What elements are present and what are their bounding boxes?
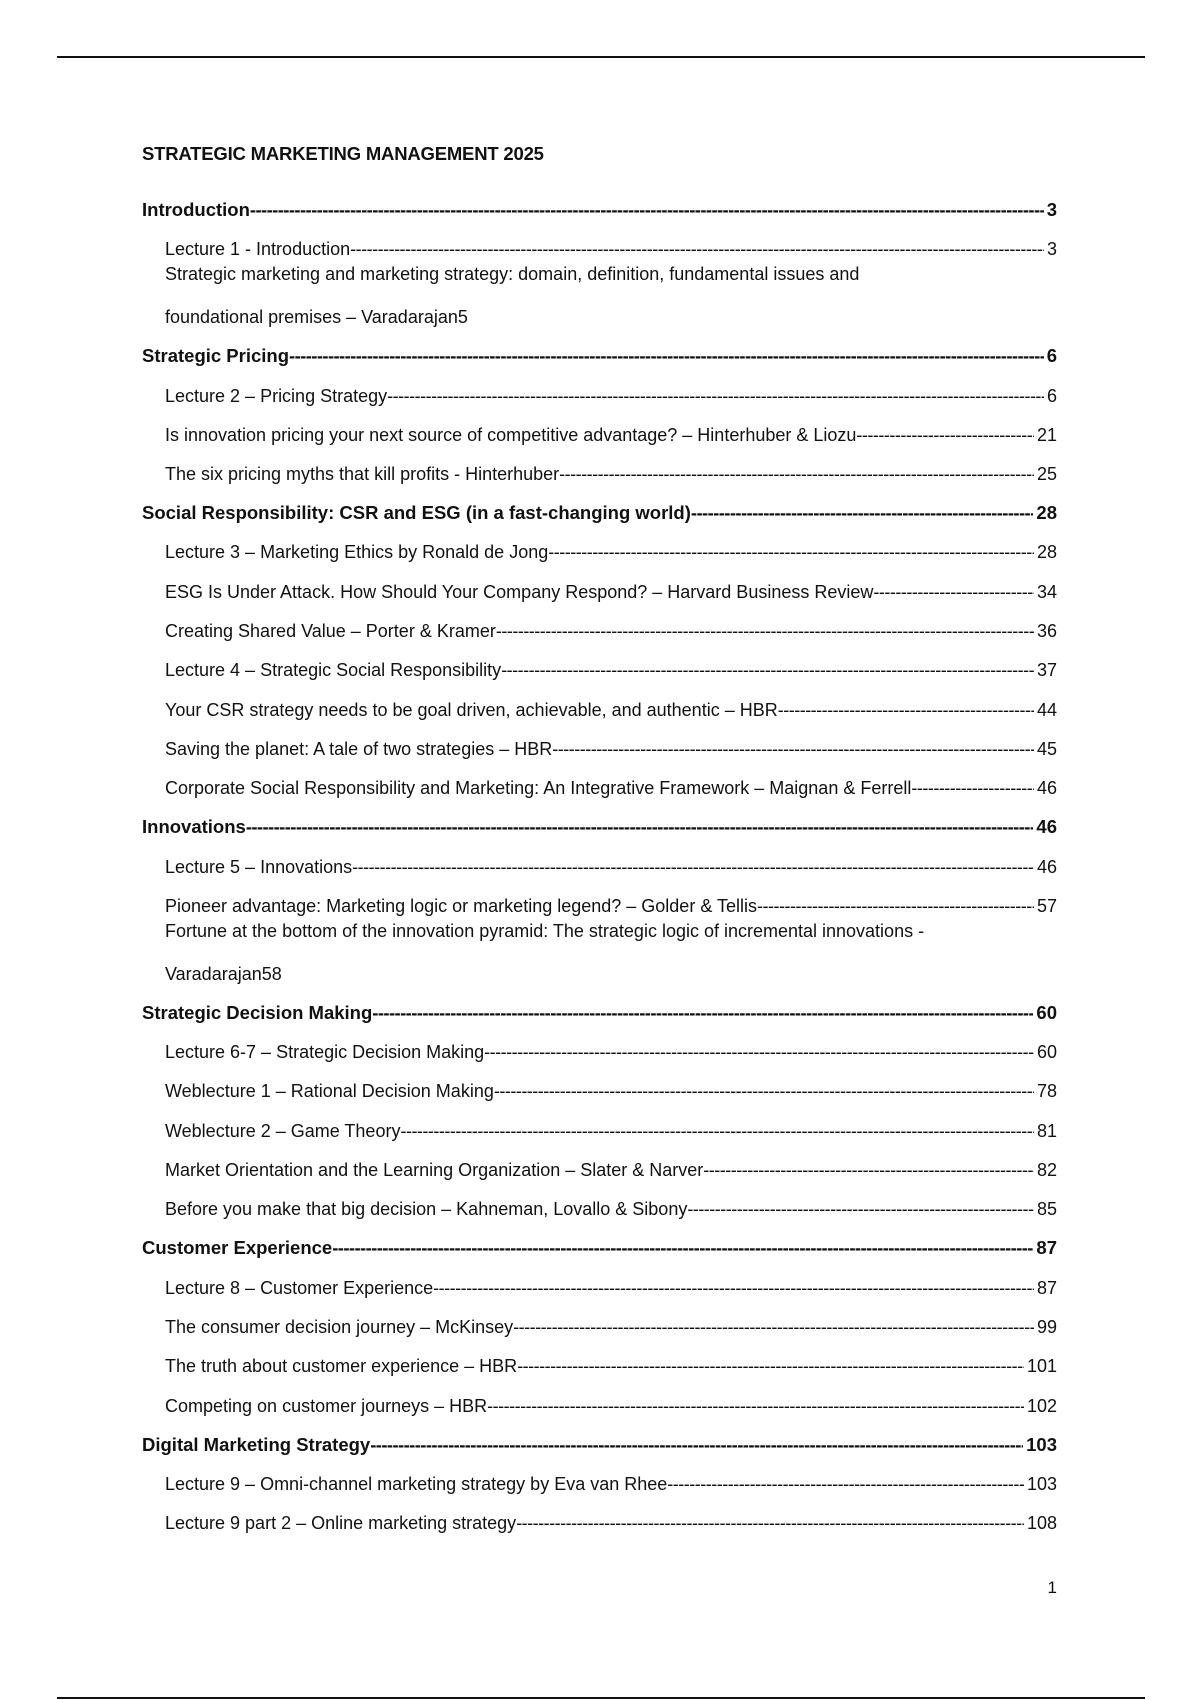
dot-leader xyxy=(667,1473,1024,1495)
item-title: Saving the planet: A tale of two strategies – HBR xyxy=(165,738,553,759)
item-title-line1: Fortune at the bottom of the innovation pyramid: The strategic logic of incremental innovations - xyxy=(165,920,925,941)
item-title: Before you make that big decision – Kahneman, Lovallo & Sibony xyxy=(165,1199,688,1220)
toc-item[interactable] xyxy=(142,1142,1057,1181)
item-page: 78 xyxy=(1036,1081,1057,1102)
section-title: Social Responsibility: CSR and ESG (in a fast-changing world) xyxy=(142,502,691,524)
item-page: 45 xyxy=(1036,738,1057,759)
toc-item[interactable] xyxy=(142,1338,1057,1377)
item-page: 81 xyxy=(1036,1120,1057,1141)
item-page: 103 xyxy=(1026,1473,1057,1494)
dot-leader xyxy=(289,345,1044,367)
section-page: 103 xyxy=(1026,1433,1057,1455)
dot-leader xyxy=(400,1120,1034,1142)
toc-item[interactable] xyxy=(142,1495,1057,1534)
dot-leader xyxy=(873,581,1034,603)
item-title: Competing on customer journeys – HBR xyxy=(165,1395,488,1416)
dot-leader xyxy=(387,385,1044,407)
item-title: The truth about customer experience – HBR xyxy=(165,1356,518,1377)
footer-rule xyxy=(57,1697,1145,1699)
item-page: 6 xyxy=(1046,385,1057,406)
item-title-line2: foundational premises – Varadarajan xyxy=(165,307,458,328)
toc-item[interactable] xyxy=(142,367,1057,406)
dot-leader xyxy=(501,659,1034,681)
item-page: 82 xyxy=(1036,1160,1057,1181)
item-page: 34 xyxy=(1036,581,1057,602)
item-page: 46 xyxy=(1036,856,1057,877)
dot-leader xyxy=(246,816,1034,838)
table-of-contents xyxy=(142,143,1057,1534)
toc-item[interactable] xyxy=(142,760,1057,799)
toc-item[interactable] xyxy=(142,603,1057,642)
item-title: Lecture 9 – Omni-channel marketing strategy by Eva van Rhee xyxy=(165,1473,668,1494)
item-page: 57 xyxy=(1036,895,1057,916)
toc-item[interactable] xyxy=(142,642,1057,681)
item-page: 21 xyxy=(1036,424,1057,445)
item-page: 36 xyxy=(1036,621,1057,642)
dot-leader xyxy=(332,1237,1033,1259)
item-title: Weblecture 1 – Rational Decision Making xyxy=(165,1081,494,1102)
item-page: 99 xyxy=(1036,1316,1057,1337)
toc-item[interactable] xyxy=(142,446,1057,485)
dot-leader xyxy=(433,1277,1034,1299)
toc-item[interactable] xyxy=(142,1024,1057,1063)
document-title: STRATEGIC MARKETING MANAGEMENT 2025 xyxy=(142,143,544,164)
toc-item[interactable] xyxy=(142,524,1057,563)
item-title-line1: Strategic marketing and marketing strategy: domain, definition, fundamental issues and xyxy=(165,264,860,285)
item-title: ESG Is Under Attack. How Should Your Company Respond? – Harvard Business Review xyxy=(165,581,874,602)
dot-leader xyxy=(687,1198,1034,1220)
item-title: Lecture 5 – Innovations xyxy=(165,856,353,877)
toc-section-strategic-pricing[interactable] xyxy=(142,328,1057,367)
section-page: 87 xyxy=(1036,1237,1057,1259)
item-page: 85 xyxy=(1036,1199,1057,1220)
dot-leader xyxy=(691,502,1034,524)
dot-leader xyxy=(911,777,1034,799)
section-title: Strategic Pricing xyxy=(142,345,290,367)
item-page: 3 xyxy=(1046,239,1057,260)
item-page: 101 xyxy=(1026,1356,1057,1377)
item-page: 46 xyxy=(1036,778,1057,799)
toc-item[interactable] xyxy=(142,1102,1057,1141)
dot-leader xyxy=(372,1002,1033,1024)
section-page: 46 xyxy=(1036,816,1057,838)
item-title: Weblecture 2 – Game Theory xyxy=(165,1120,401,1141)
item-title: Corporate Social Responsibility and Marketing: An Integrative Framework – Maignan & Ferrell xyxy=(165,778,912,799)
item-page: 28 xyxy=(1036,542,1057,563)
toc-item[interactable] xyxy=(142,407,1057,446)
item-page: 60 xyxy=(1036,1042,1057,1063)
dot-leader xyxy=(350,238,1044,260)
dot-leader xyxy=(250,199,1044,221)
dot-leader xyxy=(559,463,1034,485)
item-page: 102 xyxy=(1026,1395,1057,1416)
dot-leader xyxy=(352,856,1034,878)
toc-item[interactable] xyxy=(142,1456,1057,1495)
dot-leader xyxy=(487,1395,1024,1417)
dot-leader xyxy=(757,895,1034,917)
dot-leader xyxy=(856,424,1034,446)
item-title: Lecture 6-7 – Strategic Decision Making xyxy=(165,1042,485,1063)
item-title-line2: Varadarajan xyxy=(165,963,262,984)
section-title: Innovations xyxy=(142,816,246,838)
toc-item[interactable] xyxy=(142,1063,1057,1102)
dot-leader xyxy=(552,738,1034,760)
item-title: Is innovation pricing your next source of competitive advantage? – Hinterhuber & Liozu xyxy=(165,424,857,445)
toc-section-customer-experience[interactable] xyxy=(142,1220,1057,1259)
item-title: Lecture 3 – Marketing Ethics by Ronald de Jong xyxy=(165,542,549,563)
item-title: Pioneer advantage: Marketing logic or marketing legend? – Golder & Tellis xyxy=(165,895,758,916)
item-title: Creating Shared Value – Porter & Kramer xyxy=(165,621,496,642)
toc-item[interactable] xyxy=(142,221,1057,260)
dot-leader xyxy=(496,620,1034,642)
section-title: Introduction xyxy=(142,199,250,220)
item-title: Lecture 9 part 2 – Online marketing strategy xyxy=(165,1513,517,1534)
dot-leader xyxy=(513,1316,1034,1338)
item-page: 108 xyxy=(1026,1513,1057,1534)
dot-leader xyxy=(517,1355,1024,1377)
section-page: 3 xyxy=(1046,199,1057,220)
item-title: Lecture 8 – Customer Experience xyxy=(165,1277,434,1298)
toc-item[interactable] xyxy=(142,260,1057,328)
section-title: Digital Marketing Strategy xyxy=(142,1433,371,1455)
item-title: The consumer decision journey – McKinsey xyxy=(165,1316,514,1337)
item-page: 58 xyxy=(261,963,282,984)
item-page: 37 xyxy=(1036,660,1057,681)
item-title: The six pricing myths that kill profits - Hinterhuber xyxy=(165,464,560,485)
page-number: 1 xyxy=(1047,1578,1057,1597)
dot-leader xyxy=(484,1041,1034,1063)
dot-leader xyxy=(548,541,1034,563)
toc-item[interactable] xyxy=(142,1377,1057,1416)
toc-item[interactable] xyxy=(142,721,1057,760)
toc-item[interactable] xyxy=(142,1181,1057,1220)
item-page: 87 xyxy=(1036,1277,1057,1298)
toc-item[interactable] xyxy=(142,878,1057,917)
header-rule xyxy=(57,56,1145,58)
section-page: 6 xyxy=(1046,345,1057,367)
item-title: Lecture 4 – Strategic Social Responsibility xyxy=(165,660,502,681)
toc-item[interactable] xyxy=(142,681,1057,720)
item-title: Lecture 2 – Pricing Strategy xyxy=(165,385,388,406)
toc-item[interactable] xyxy=(142,917,1057,985)
section-page: 28 xyxy=(1036,502,1057,524)
dot-leader xyxy=(370,1434,1023,1456)
toc-item[interactable] xyxy=(142,1299,1057,1338)
toc-section-innovations[interactable] xyxy=(142,799,1057,838)
item-page: 44 xyxy=(1036,699,1057,720)
item-page: 5 xyxy=(457,307,468,328)
toc-item[interactable] xyxy=(142,1259,1057,1298)
dot-leader xyxy=(703,1159,1034,1181)
toc-item[interactable] xyxy=(142,838,1057,877)
item-title: Your CSR strategy needs to be goal driven, achievable, and authentic – HBR xyxy=(165,699,778,720)
dot-leader xyxy=(494,1080,1034,1102)
item-title: Market Orientation and the Learning Organization – Slater & Narver xyxy=(165,1160,704,1181)
toc-section-social-responsibility[interactable] xyxy=(142,485,1057,524)
toc-section-strategic-decision-making[interactable] xyxy=(142,985,1057,1024)
dot-leader xyxy=(778,699,1034,721)
toc-section-digital-marketing-strategy[interactable] xyxy=(142,1417,1057,1456)
toc-item[interactable] xyxy=(142,563,1057,602)
item-title: Lecture 1 - Introduction xyxy=(165,239,351,260)
section-title: Strategic Decision Making xyxy=(142,1001,373,1023)
section-title: Customer Experience xyxy=(142,1237,333,1259)
toc-section-introduction[interactable] xyxy=(142,182,1057,221)
dot-leader xyxy=(516,1512,1024,1534)
item-page: 25 xyxy=(1036,464,1057,485)
section-page: 60 xyxy=(1036,1001,1057,1023)
